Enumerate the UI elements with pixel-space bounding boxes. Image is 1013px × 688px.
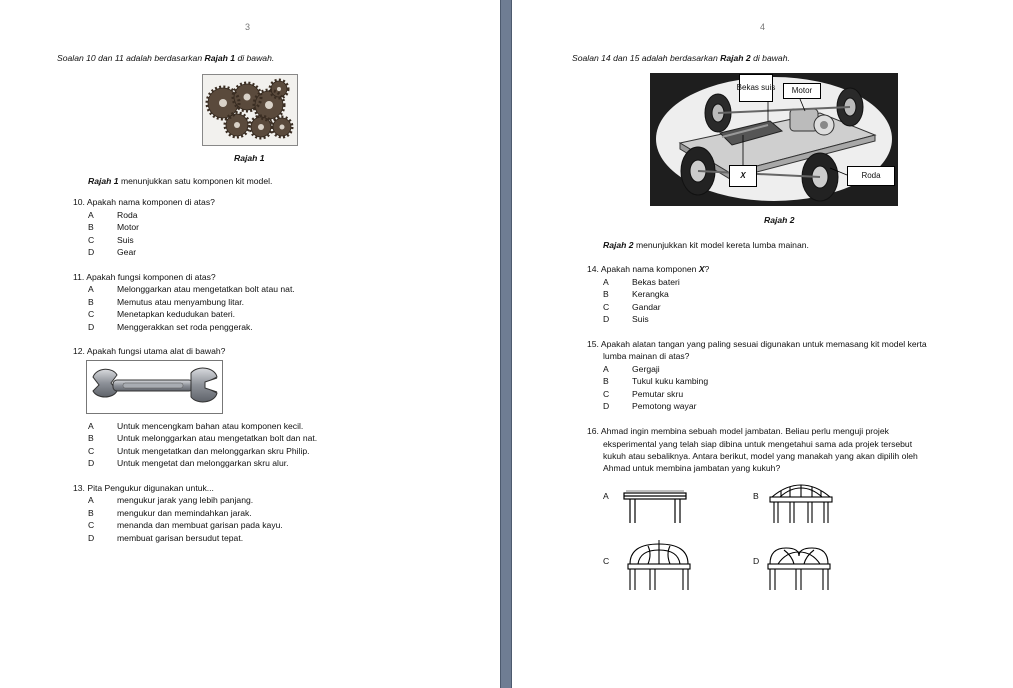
option-b: B Kerangka [603,289,669,299]
question-16-line: kukuh atau sebaliknya. Antara berikut, model yang manakah yang akan dipilih oleh [603,451,918,461]
right-page [512,0,1013,688]
question-16-line: eksperimental yang telah siap dibina untuk mengetahui sama ada projek tersebut [603,439,913,449]
option-d: D Suis [603,314,649,324]
option-c: C Menetapkan kedudukan bateri. [88,309,236,319]
spanner-icon [87,361,222,413]
option-b: B Memutus atau menyambung litar. [88,297,245,307]
option-d: D Gear [88,247,137,257]
bridge-option-d-letter: D [753,556,760,566]
label-bekas-suis: Bekas suis [739,74,773,102]
question-16-line: Ahmad untuk membina jambatan yang kukuh? [603,463,781,473]
label-roda: Roda [847,166,895,186]
option-b: B Motor [88,222,139,232]
question-10: 10. Apakah nama komponen di atas? [73,197,215,207]
bridge-d-icon [766,542,832,592]
left-page [0,0,500,688]
option-c: C Pemutar skru [603,389,684,399]
intro-text: Soalan 10 dan 11 adalah berdasarkan Rajah 1 di bawah. [57,53,275,63]
bridge-option-a-letter: A [603,491,609,501]
option-b: B Untuk melonggarkan atau mengetatkan bolt dan nat. [88,433,318,443]
option-a: A Roda [88,210,138,220]
option-c: C Untuk mengetatkan dan melonggarkan skru Philip. [88,446,310,456]
figure-statement: Rajah 1 menunjukkan satu komponen kit model. [88,176,273,186]
gears-image [202,74,298,146]
option-c: C Gandar [603,302,661,312]
option-b: B Tukul kuku kambing [603,376,709,386]
page-number: 4 [760,22,766,32]
option-a: A Gergaji [603,364,660,374]
figure-caption: Rajah 1 [234,153,265,163]
option-a: A Melonggarkan atau mengetatkan bolt atau nat. [88,284,295,294]
race-car-icon [650,73,898,206]
option-d: D Menggerakkan set roda penggerak. [88,322,253,332]
question-15-continued: lumba mainan di atas? [603,351,690,361]
option-a: A Untuk mencengkam bahan atau komponen kecil. [88,421,304,431]
page-divider [500,0,512,688]
figure-statement: Rajah 2 menunjukkan kit model kereta lumba mainan. [603,240,809,250]
question-11: 11. Apakah fungsi komponen di atas? [73,272,216,282]
option-a: A Bekas bateri [603,277,680,287]
page-number: 3 [245,22,251,32]
question-14: 14. Apakah nama komponen X? [587,264,710,274]
option-b: B mengukur dan memindahkan jarak. [88,508,252,518]
question-15: 15. Apakah alatan tangan yang paling sesuai digunakan untuk memasang kit model kerta [587,339,927,349]
option-d: D membuat garisan bersudut tepat. [88,533,244,543]
label-x: X [729,165,757,187]
label-motor: Motor [783,83,821,99]
bridge-a-icon [622,487,688,525]
intro-text: Soalan 14 dan 15 adalah berdasarkan Rajah 2 di bawah. [572,53,790,63]
bridge-option-c-letter: C [603,556,610,566]
figure-caption: Rajah 2 [764,215,795,225]
question-12: 12. Apakah fungsi utama alat di bawah? [73,346,226,356]
option-d: D Untuk mengetat dan melonggarkan skru alur. [88,458,289,468]
question-16: 16. Ahmad ingin membina sebuah model jambatan. Beliau perlu menguji projek [587,426,889,436]
option-a: A mengukur jarak yang lebih panjang. [88,495,254,505]
question-13: 13. Pita Pengukur digunakan untuk... [73,483,214,493]
option-c: C menanda dan membuat garisan pada kayu. [88,520,283,530]
gears-icon [203,75,297,145]
bridge-b-icon [768,483,834,525]
option-d: D Pemotong wayar [603,401,697,411]
bridge-option-b-letter: B [753,491,759,501]
race-car-figure [650,73,898,206]
bridge-c-icon [626,540,692,592]
spanner-image [86,360,223,414]
option-c: C Suis [88,235,134,245]
